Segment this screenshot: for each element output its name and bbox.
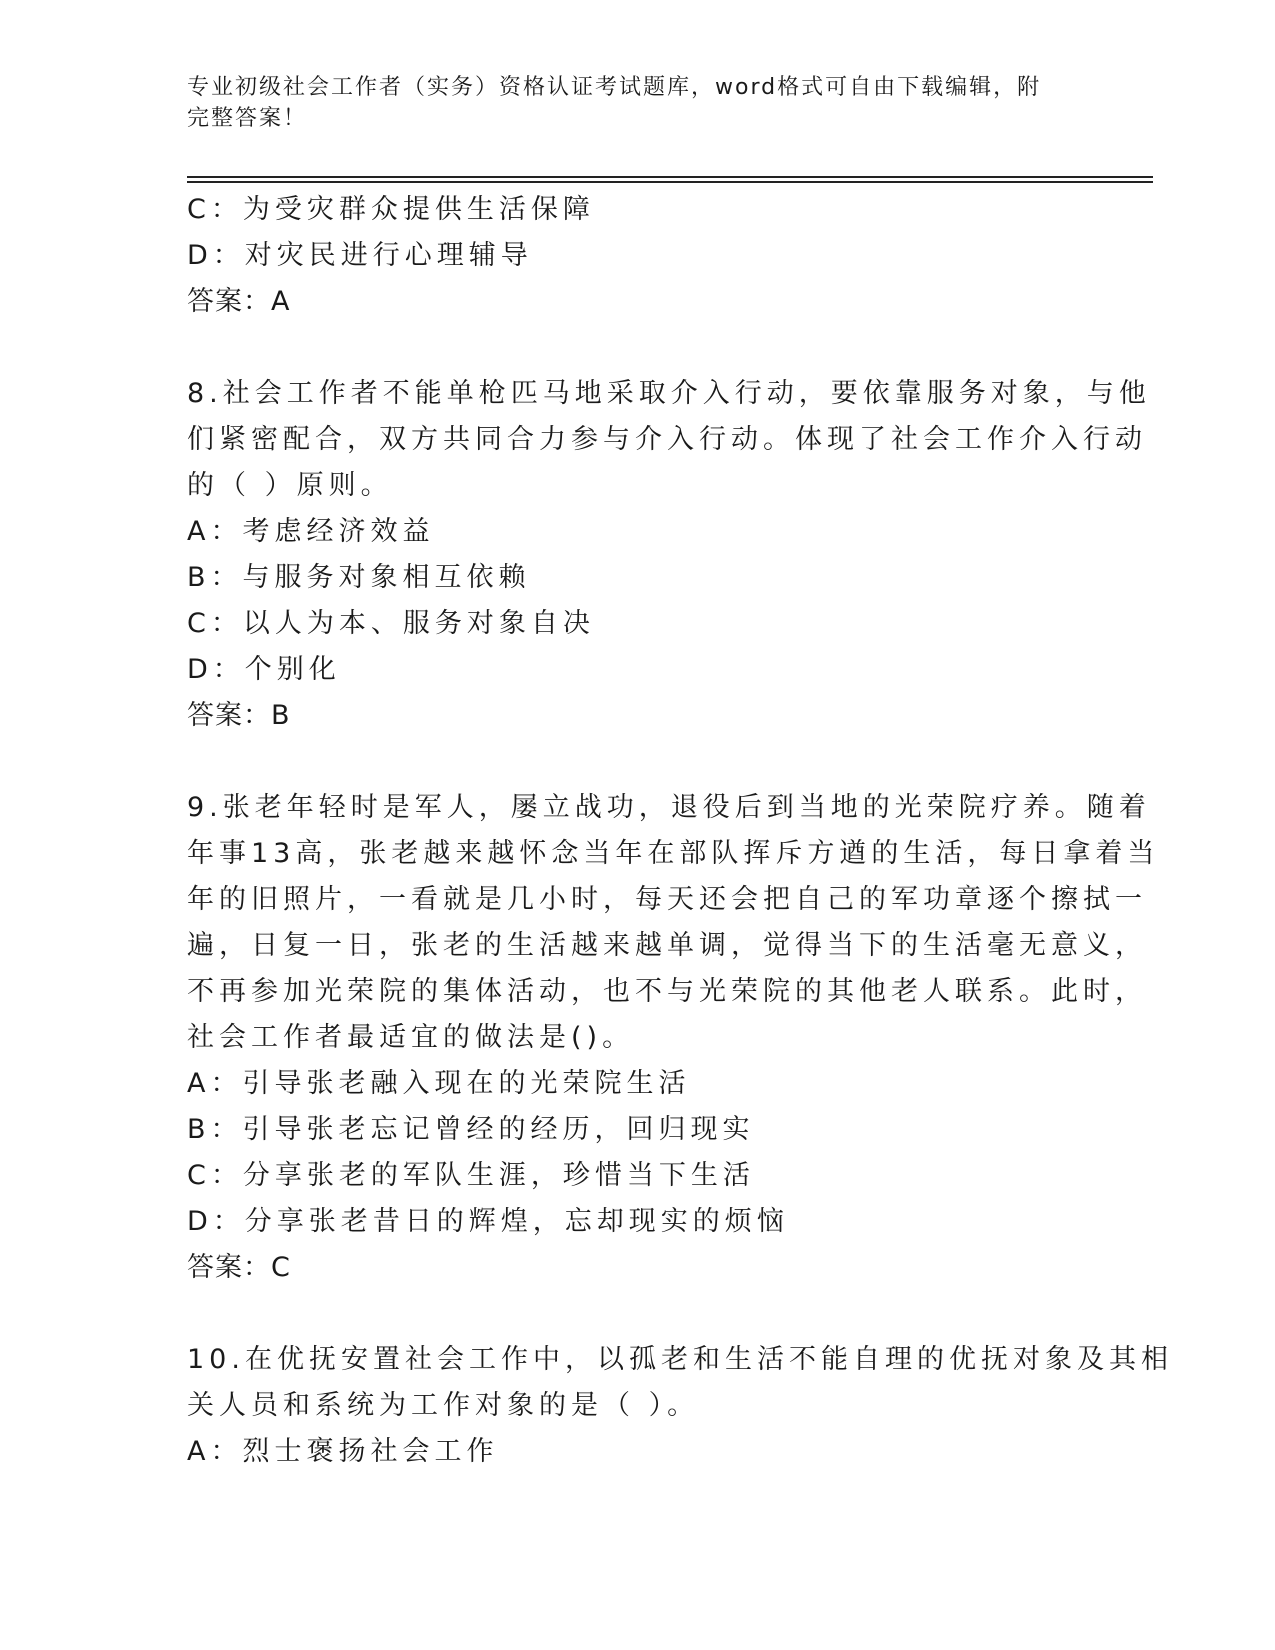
question-9 [187,785,1160,1291]
question-continued [187,187,1087,325]
option-b: B：与服务对象相互依赖 [187,562,531,593]
option-c: C：以人为本、服务对象自决 [187,608,595,639]
question-text-line: 年事13高，张老越来越怀念当年在部队挥斥方遒的生活，每日拿着当 [187,838,1160,869]
header-divider-top [187,176,1153,178]
page-header [187,72,1067,134]
question-text-line: 8.社会工作者不能单枪匹马地采取介入行动，要依靠服务对象，与他 [187,378,1151,409]
question-text-line: 10.在优抚安置社会工作中，以孤老和生活不能自理的优抚对象及其相 [187,1344,1173,1375]
answer-line: 答案：C [187,1252,291,1283]
option-c: C：为受灾群众提供生活保障 [187,194,595,225]
question-text-line: 社会工作者最适宜的做法是()。 [187,1022,635,1053]
answer-line: 答案：A [187,286,291,317]
answer-line: 答案：B [187,700,291,731]
question-8 [187,371,1151,739]
option-b: B：引导张老忘记曾经的经历，回归现实 [187,1114,755,1145]
option-d: D：分享张老昔日的辉煌，忘却现实的烦恼 [187,1206,789,1237]
header-divider-bottom [187,181,1153,183]
question-text-line: 关人员和系统为工作对象的是（ ）。 [187,1390,700,1421]
question-text-line: 的（ ）原则。 [187,470,393,501]
option-d: D：个别化 [187,654,341,685]
option-a: A：引导张老融入现在的光荣院生活 [187,1068,691,1099]
question-10 [187,1337,1173,1475]
document-body [187,187,1173,1475]
option-a: A：烈士褒扬社会工作 [187,1436,499,1467]
question-text-line: 年的旧照片，一看就是几小时，每天还会把自己的军功章逐个擦拭一 [187,884,1147,915]
question-text-line: 们紧密配合，双方共同合力参与介入行动。体现了社会工作介入行动 [187,424,1147,455]
question-text-line: 9.张老年轻时是军人，屡立战功，退役后到当地的光荣院疗养。随着 [187,792,1151,823]
header-line-1: 专业初级社会工作者（实务）资格认证考试题库，word格式可自由下载编辑，附 [187,75,1042,100]
option-d: D：对灾民进行心理辅导 [187,240,533,271]
question-text-line: 不再参加光荣院的集体活动，也不与光荣院的其他老人联系。此时， [187,976,1147,1007]
option-c: C：分享张老的军队生涯，珍惜当下生活 [187,1160,755,1191]
option-a: A：考虑经济效益 [187,516,435,547]
header-line-2: 完整答案！ [187,106,308,131]
question-text-line: 遍，日复一日，张老的生活越来越单调，觉得当下的生活毫无意义， [187,930,1147,961]
